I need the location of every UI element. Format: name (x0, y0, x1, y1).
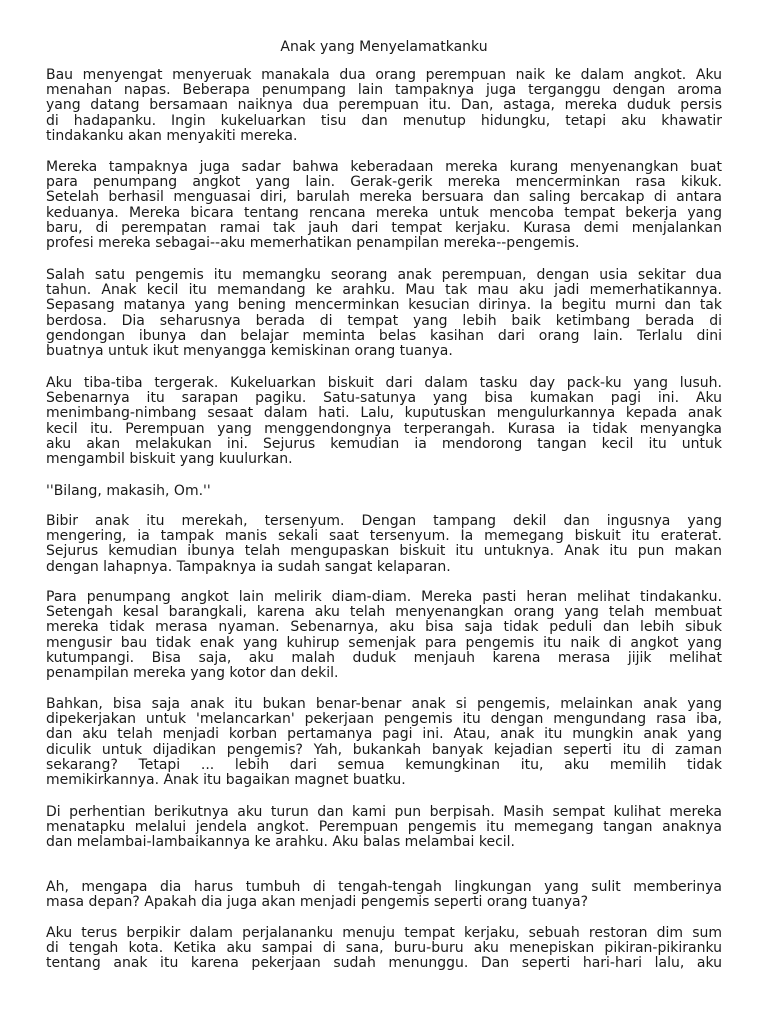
text-line: ''Bilang, makasih, Om.'' (46, 483, 211, 499)
text-line: diculik untuk dijadikan pengemis? Yah, bukankah banyak kejadian seperti itu di zaman (46, 741, 722, 758)
text-line: mengambil biskuit yang kuulurkan. (46, 450, 293, 467)
text-line: aku akan melakukan ini. Sejurus kemudian ia mendorong tangan kecil itu untuk (46, 435, 722, 452)
text-line: menatapku melalui jendela angkot. Perempuan pengemis itu memegang tangan anaknya (46, 819, 722, 836)
text-line: buatnya untuk ikut menyangga kemiskinan orang tuanya. (46, 342, 453, 359)
text-line: Aku tiba-tiba tergerak. Kukeluarkan biskuit dari dalam tasku day pack-ku yang lusuh. (46, 375, 722, 391)
paragraph-11 (46, 926, 722, 972)
text-line: tentang anak itu karena pekerjaan sudah menunggu. Dan seperti hari-hari lalu, aku (46, 955, 722, 972)
text-line: di tengah kota. Ketika aku sampai di sana, buru-buru aku menepiskan pikiran-pikiranku (46, 940, 722, 957)
text-line: penampilan mereka yang kotor dan dekil. (46, 664, 339, 681)
text-line: para penumpang angkot yang lain. Gerak-gerik mereka mencerminkan rasa kikuk. (46, 174, 722, 191)
text-line: memikirkannya. Anak itu bagaikan magnet buatku. (46, 771, 406, 788)
text-line: Para penumpang angkot lain melirik diam-diam. Mereka pasti heran melihat tindakanku. (46, 589, 722, 605)
text-line: menimbang-nimbang sesaat dalam hati. Lalu, kuputuskan mengulurkannya kepada anak (46, 405, 722, 422)
paragraph-5 (46, 484, 722, 499)
text-line: Setelah berhasil menguasai diri, barulah mereka bersuara dan saling bercakap di antara (46, 189, 722, 206)
text-line: Sepasang matanya yang bening mencerminkan kesucian dirinya. Ia begitu murni dan tak (46, 297, 722, 314)
text-line: keduanya. Mereka bicara tentang rencana mereka untuk mencoba tempat bekerja yang (46, 204, 722, 221)
text-line: mereka tidak merasa nyaman. Sebenarnya, aku bisa saja tidak peduli dan lebih sibuk (46, 619, 722, 636)
text-line: Aku terus berpikir dalam perjalananku menuju tempat kerjaku, sebuah restoran dim sum (46, 925, 722, 941)
text-line: dengan lahapnya. Tampaknya ia sudah sangat kelaparan. (46, 558, 451, 575)
paragraph-3 (46, 268, 722, 359)
text-line: Salah satu pengemis itu memangku seorang anak perempuan, dengan usia sekitar dua (46, 267, 722, 283)
text-line: mengering, ia tampak manis sekali saat tersenyum. Ia memegang biskuit itu eraterat. (46, 528, 722, 545)
paragraph-9 (46, 805, 722, 851)
text-line: Bahkan, bisa saja anak itu bukan benar-benar anak si pengemis, melainkan anak yang (46, 696, 722, 712)
text-line: dipekerjakan untuk 'melancarkan' pekerjaan pengemis itu dengan mengundang rasa iba, (46, 711, 722, 728)
text-line: mengusir bau tidak enak yang kuhirup semenjak para pengemis itu naik di angkot yang (46, 634, 722, 651)
text-line: gendongan ibunya dan belajar meminta belas kasihan dari orang lain. Terlalu dini (46, 327, 722, 344)
text-line: kecil itu. Perempuan yang menggendongnya terperangah. Kurasa ia tidak menyangka (46, 420, 722, 437)
text-line: baru, di perempatan ramai tak jauh dari tempat kerjaku. Kurasa demi menjalankan (46, 219, 722, 236)
text-line: berdosa. Dia seharusnya berada di tempat yang lebih baik ketimbang berada di (46, 312, 722, 329)
document-title: Anak yang Menyelamatkanku (280, 39, 488, 55)
paragraph-7 (46, 590, 722, 681)
text-line: tindakanku akan menyakiti mereka. (46, 127, 298, 144)
text-line: dan melambai-lambaikannya ke arahku. Aku balas melambai kecil. (46, 834, 515, 851)
text-line: Sebenarnya itu sarapan pagiku. Satu-satunya yang bisa kumakan pagi ini. Aku (46, 390, 722, 407)
text-line: Di perhentian berikutnya aku turun dan kami pun berpisah. Masih sempat kulihat mereka (46, 804, 722, 820)
paragraph-6 (46, 514, 722, 575)
text-line: Ah, mengapa dia harus tumbuh di tengah-tengah lingkungan yang sulit memberinya (46, 879, 722, 895)
text-line: sekarang? Tetapi ... lebih dari semua kemungkinan itu, aku memilih tidak (46, 756, 722, 773)
paragraph-10 (46, 880, 722, 910)
text-line: dan aku telah menjadi korban pertamanya pagi ini. Atau, anak itu mungkin anak yang (46, 726, 722, 743)
text-line: masa depan? Apakah dia juga akan menjadi pengemis seperti orang tuanya? (46, 894, 589, 911)
paragraph-1 (46, 68, 722, 144)
text-line: kutumpangi. Bisa saja, aku malah duduk menjauh karena merasa jijik melihat (46, 649, 722, 666)
text-line: Bau menyengat menyeruak manakala dua orang perempuan naik ke dalam angkot. Aku (46, 67, 722, 83)
text-line: Bibir anak itu merekah, tersenyum. Dengan tampang dekil dan ingusnya yang (46, 513, 722, 529)
text-line: profesi mereka sebagai--aku memerhatikan penampilan mereka--pengemis. (46, 234, 580, 251)
text-line: tahun. Anak kecil itu memandang ke arahku. Mau tak mau aku jadi memerhatikannya. (46, 282, 722, 299)
text-line: di hadapanku. Ingin kukeluarkan tisu dan menutup hidungku, tetapi aku khawatir (46, 112, 722, 129)
text-line: menahan napas. Beberapa penumpang lain tampaknya juga terganggu dengan aroma (46, 82, 722, 99)
text-line: yang datang bersamaan naiknya dua perempuan itu. Dan, astaga, mereka duduk persis (46, 97, 722, 114)
text-line: Setengah kesal barangkali, karena aku telah menyenangkan orang yang telah membuat (46, 604, 722, 621)
paragraph-2 (46, 160, 722, 251)
text-line: Mereka tampaknya juga sadar bahwa keberadaan mereka kurang menyenangkan buat (46, 159, 722, 175)
text-line: Sejurus kemudian ibunya telah mengupaskan biskuit itu untuknya. Anak itu pun makan (46, 543, 722, 560)
paragraph-4 (46, 376, 722, 467)
paragraph-8 (46, 697, 722, 788)
